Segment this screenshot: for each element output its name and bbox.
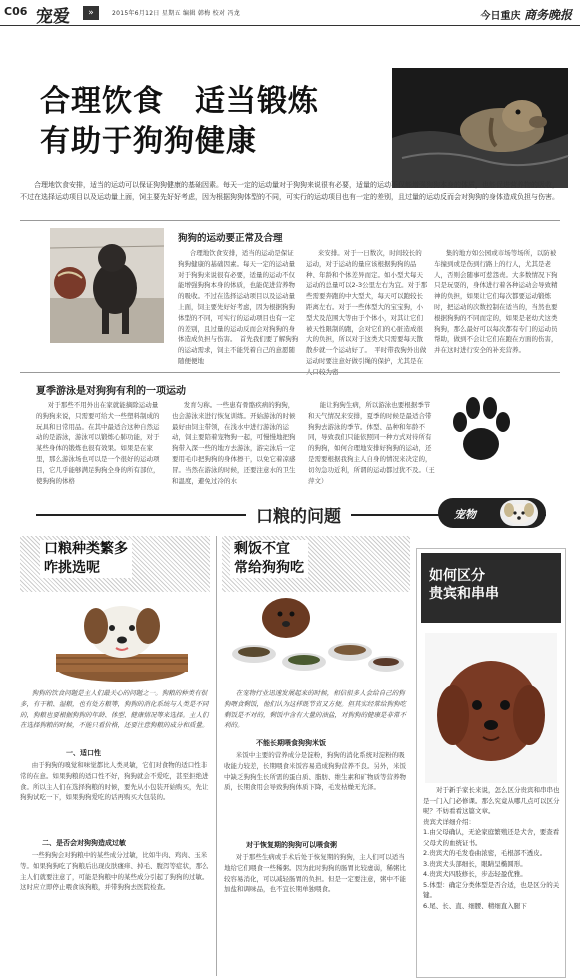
sidebar-title — [421, 553, 561, 623]
section-2-title: 夏季游泳是对狗狗有利的一项运动 — [36, 386, 186, 397]
sidebar-text — [423, 785, 561, 911]
section-divider — [20, 220, 560, 221]
issue-meta: 2015年6月12日 星期五 编辑 韩梅 校对 冯龙 — [112, 10, 241, 17]
sidebar-list-item: 4.贵宾犬四肢修长，步态轻盈优雅。 — [423, 870, 527, 878]
headline-line-1: 合理饮食 适当锻炼 — [40, 84, 319, 119]
left-paragraph-2: 一些狗狗会对狗粮中的某些成分过敏，比如牛肉、鸡肉、玉米等。如果狗狗吃了狗粮后出现皮肤瘙痒、掉毛、腹泻等症状，那么主人们就要注意了，可能是狗粮中的某些成分引起了狗狗的过敏。这时应立即停止喂食该狗粮，并带狗狗去医院检查。 — [20, 851, 209, 892]
sidebar-list-item: 5.体型：确定分类体型是否合适，也是区分的关键。 — [423, 880, 560, 899]
lead-paragraph: 合理地饮食安排，适当的运动可以保证狗狗健康的基础因素。每天一定的运动量对于狗狗来说很有必要，适量的运动不仅能增强狗狗本身的体质，也能促进营养物的吸收，不过在选择运动项目以及运动量上面，饲主要先好好考虑，因为根据狗狗体型的不同，可实行的运动项目也有一定的差别，且过量的运动反而会对狗狗的身体造成负担与伤害。 — [20, 181, 559, 201]
mid-title-line-1: 剩饭不宜 — [234, 541, 290, 557]
section-divider — [20, 372, 560, 373]
poodle-with-ball-photo — [50, 228, 164, 343]
headline-line-2: 有助于狗狗健康 — [40, 124, 257, 159]
column-divider — [216, 536, 217, 976]
swimming-dog-photo — [392, 68, 568, 188]
section-name: 宠爱 — [36, 7, 70, 27]
puppy-in-basket-photo — [52, 592, 192, 684]
section-2-col-3: 能让狗狗生病，所以游泳也要根据季节和天气情况来安排，夏季的时候是最适合带狗狗去游泳的季节。体型、品种和年龄不同，导致我们只能依照同一种方式对待所有的狗狗，如何合理地安排好狗狗的运动，还是需要根据我狗主人自身的情况来决定的，切勿急功近利，所谓的运动都过犹不及。（王萍文） — [308, 401, 435, 485]
puppy-face-icon — [500, 500, 538, 526]
masthead-prefix: 今日重庆 — [480, 11, 521, 22]
left-paragraph-1: 由于狗狗的嗅觉和味觉都比人类灵敏，它们对食物的适口性非常的在意。如果狗粮的适口性不好，狗狗就会不爱吃，甚至拒绝进食。所以主人们在选择狗粮的时候，要先从小包装开始购买，先让狗狗试吃一下，如果狗狗爱吃的话再购买大包装的。 — [20, 761, 209, 802]
left-article-intro: 狗狗的饮食问题是主人们最关心的问题之一。狗粮的种类有很多，有干粮、湿粮，也有处方粮等，狗狗的消化系统与人类是不同的，狗粮也要根据狗狗的年龄、体型、健康情况等来选择。主人们在选择狗粮的时候，不能只看价格，还要注意狗粮的成分和质量。 — [20, 689, 209, 730]
section-1-col-1: 合理地饮食安排，适当的运动是保证狗狗健康的基础因素。每天一定的运动量对于狗狗来说很有必要，适量的运动不仅能增强狗狗本身的体质，也能促进营养物的吸收。不过在选择运动项目以及运动量上面，饲主要先好好考虑，因为根据狗狗体型的不同，可实行的运动项目也有一定的差别，且过量的运动反而会对狗狗的身体造成负担与伤害。 首先我们要了解狗狗的运动需求，饲主不能凭着自己的意愿随随便便地 — [178, 249, 299, 365]
mid-article-intro: 在宠物行业迅速发展起来的时候，相信很多人会给自己的狗狗喂食剩饭，他们认为这样既节省又方便。但其实经常给狗狗吃剩饭是不对的，剩饭中含有大量的油盐，对狗狗的健康是非常不利的。 — [224, 689, 406, 730]
badge-label: 宠物 — [454, 508, 476, 521]
section-1-title: 狗狗的运动要正常及合理 — [178, 233, 283, 244]
headline — [40, 82, 319, 162]
left-subhead-2: 二、是否会对狗狗造成过敏 — [42, 839, 126, 847]
red-poodle-photo — [425, 633, 557, 783]
sidebar-intro: 对于新手家长来说，怎么区分贵宾和串串也是一门入门必修课。那么究竟从哪几点可以区分呢？不妨看看这篇文章。 — [423, 786, 560, 815]
sidebar-box — [416, 548, 566, 978]
pet-badge — [438, 498, 546, 528]
masthead — [481, 6, 573, 23]
mid-subhead-2: 对于恢复期的狗狗可以喂食粥 — [246, 841, 337, 849]
sidebar-title-line-2: 贵宾和串串 — [429, 586, 499, 602]
feature-banner — [36, 500, 546, 530]
arrows-icon: » — [83, 6, 99, 20]
sidebar-list-item: 6.尾、长、直、细腰、精细直入腿下 — [423, 901, 527, 910]
page-number: C06 — [4, 5, 28, 18]
paw-print-icon — [450, 390, 512, 468]
dog-food-bowls-photo — [224, 596, 408, 678]
mid-subhead-1: 不能长期喂食狗狗米饭 — [256, 739, 326, 747]
mid-paragraph-2: 对于那些生病或手术后处于恢复期的狗狗，主人们可以适当地给它们喂食一些稀粥。因为此时狗狗的肠胃比较虚弱，稀粥比较容易消化，可以减轻肠胃的负担。但是一定要注意，粥中不能加盐和调味品，也不宜长期单独喂食。 — [224, 853, 406, 894]
left-title-line-1: 口粮种类繁多 — [44, 541, 128, 557]
mid-paragraph-1: 米饭中主要的营养成分是淀粉，狗狗的消化系统对淀粉的吸收能力较差，长期喂食米饭容易造成狗狗营养不良。另外，米饭中缺乏狗狗生长所需的蛋白质、脂肪、维生素和矿物质等营养物质，长期食用会导致狗狗体质下降，毛发枯燥无光泽。 — [224, 751, 406, 792]
mid-title-line-2: 常给狗狗吃 — [234, 560, 304, 576]
left-title-line-2: 咋挑选呢 — [44, 560, 100, 576]
page-header — [0, 0, 580, 26]
sidebar-list-item: 3.贵宾犬头部细长，眼睛呈椭圆形。 — [423, 859, 527, 868]
left-subhead-1: 一、适口性 — [66, 749, 101, 757]
sidebar-list-item: 1.由父母确认，无论家庭繁殖还是犬舍，要查看父母犬的血统证书。 — [423, 828, 560, 847]
sidebar-list-title: 贵宾犬详细介绍： — [423, 817, 475, 826]
section-1-col-2: 来安排。对于一日数次，时间较长的运动，对于运动的量应该根据狗狗的品种、年龄和个体差异而定。如小型犬每天运动的总量可以2-3公里左右为宜。对于那些需要奔跑的中大型犬，每天可以跑较长距离左右。对于一些体型大的宝宝狗，小型犬及范围大等由于个体小，对其让它们被天性限制的跑，会对它们的心脏造成很大的负担，所以对于这类犬只需要每天散散步就一个运动好了。 平时带我狗外出做运动时要注意好做引绳的保护，尤其是在 — [306, 249, 428, 365]
mid-article-title — [230, 540, 308, 578]
sidebar-title-line-1: 如何区分 — [429, 568, 485, 584]
left-article-title — [40, 540, 132, 578]
section-2-col-1: 对于那些不用外出在家就能摘除运动量的狗狗来说，只需要可给犬一些塑料制成的玩具和日常用品。在其中最适合这种自然运动的是游泳，游泳可以锻炼心肺功能，对于某些身体的锻炼也很有效果。如果是在家里，那么游泳场也可以是一个很好的运动项目，它几乎能够满足狗狗全身的所有部位，使狗狗的体格 — [36, 401, 160, 485]
section-2-col-2: 发育匀称。一些患有骨骼疾病的狗狗，也会游泳来进行恢复训练。开始游泳的时候最好由饲主带领，在浅水中进行游泳的运动，饲主要陪着宠物狗一起，可慢慢地把狗狗带入深一些的地方去游泳，游完泳后一定要用毛巾把狗狗的身体擦干，以免它着凉感冒。当然在游泳的时候，还要注意水的卫生和温度，避免过冷的水 — [172, 401, 296, 485]
section-1-col-3: 集的地方如公园或市场等场所，以防被车撞到或是伤到行路上的行人，尤其是老人，否则会随事可惹怨责。大多数情况下狗只是玩耍的，身体进行着各种运动会导致精神的负担，如果让它们每次都要运动锻炼时，把运动的次数控制在适当的，当然也要根据狗狗的不同而定的，如果是老幼犬这类狗狗，那么最好可以每次都有专门的运动员帮助，做到不会让它们在跑在方面的伤害，并在这时进行安全的补充营养。 — [434, 249, 558, 355]
sidebar-list-item: 2.贵宾犬的毛发卷曲浓密，毛根部不透皮。 — [423, 849, 547, 857]
masthead-logo: 商务晚报 — [523, 8, 572, 22]
banner-title: 口粮的问题 — [246, 502, 351, 527]
